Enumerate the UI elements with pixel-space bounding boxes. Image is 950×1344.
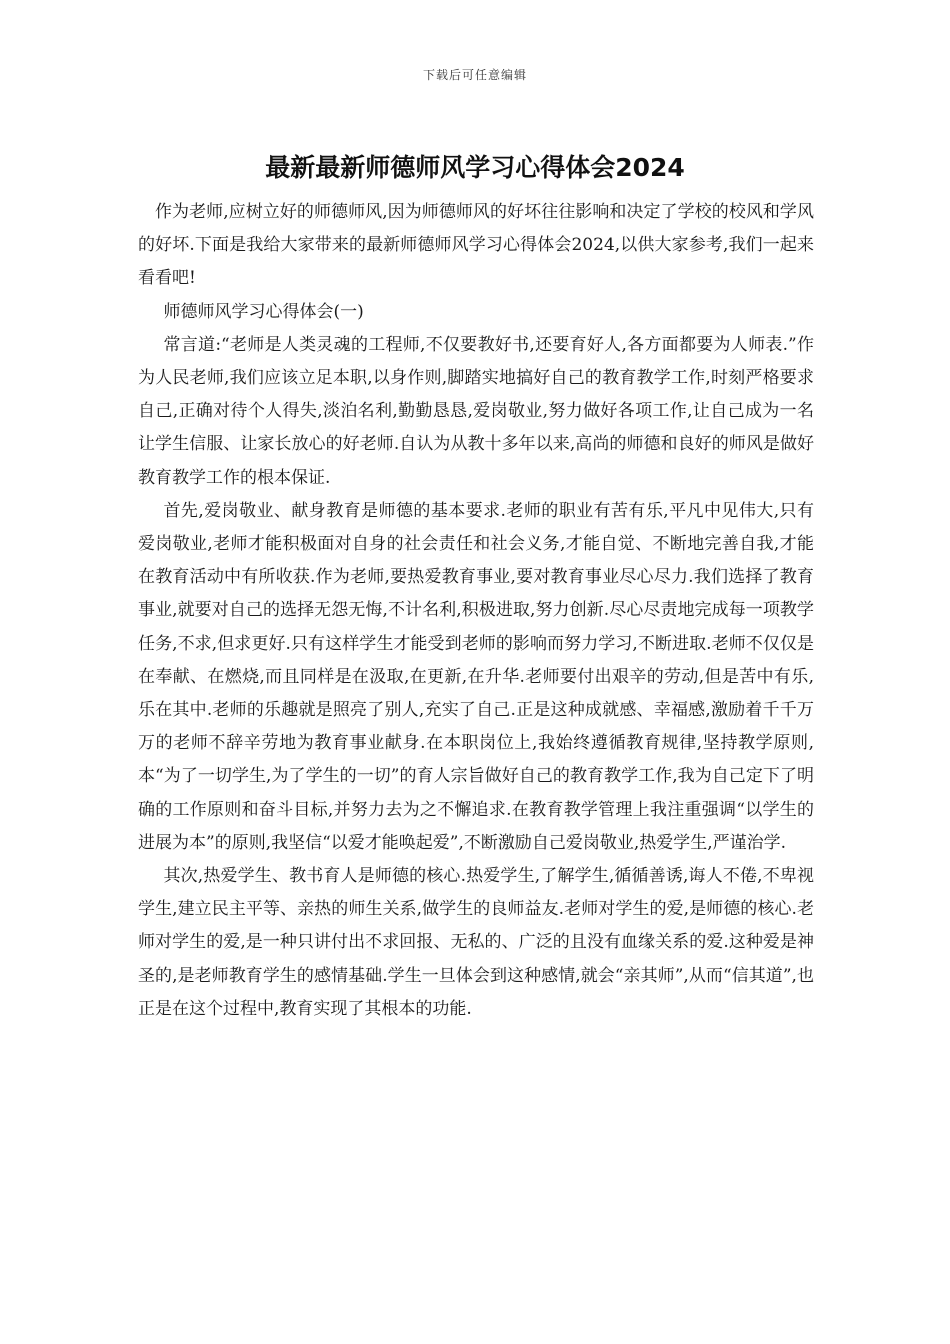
section-heading: 师德师风学习心得体会(一) [163,301,364,322]
body-paragraph: 常言道:“老师是人类灵魂的工程师,不仅要教好书,还要育好人,各方面都要为人师表.”作为人民老师,我们应该立足本职,以身作则,脚踏实地搞好自己的教育教学工作,时刻严格要求自己,正确对待个人得失,淡泊名利,勤勤恳恳,爱岗敬业,努力做好各项工作,让自己成为一名让学生信服、让家长放心的好老师.自认为从教十多年以来,高尚的师德和良好的师风是做好教育教学工作的根本保证. [138,334,814,488]
header-note: 下载后可任意编辑 [422,68,527,82]
body-paragraph: 首先,爱岗敬业、献身教育是师德的基本要求.老师的职业有苦有乐,平凡中见伟大,只有爱岗敬业,老师才能积极面对自身的社会责任和社会义务,才能自觉、不断地完善自我,才能在教育活动中有所收获.作为老师,要热爱教育事业,要对教育事业尽心尽力.我们选择了教育事业,就要对自己的选择无怨无悔,不计名利,积极进取,努力创新.尽心尽责地完成每一项教学任务,不求,但求更好.只有这样学生才能受到老师的影响而努力学习,不断进取.老师不仅仅是在奉献、在燃烧,而且同样是在汲取,在更新,在升华.老师要付出艰辛的劳动,但是苦中有乐,乐在其中.老师的乐趣就是照亮了别人,充实了自己.正是这种成就感、幸福感,激励着千千万万的老师不辞辛劳地为教育事业献身.在本职岗位上,我始终遵循教育规律,坚持教学原则,本“为了一切学生,为了学生的一切”的育人宗旨做好自己的教育教学工作,我为自己定下了明确的工作原则和奋斗目标,并努力去为之不懈追求.在教育教学管理上我注重强调“以学生的进展为本”的原则,我坚信“以爱才能唤起爱”,不断激励自己爱岗敬业,热爱学生,严谨治学. [138,500,814,853]
body-paragraph: 其次,热爱学生、教书育人是师德的核心.热爱学生,了解学生,循循善诱,诲人不倦,不卑视学生,建立民主平等、亲热的师生关系,做学生的良师益友.老师对学生的爱,是师德的核心.老师对学生的爱,是一种只讲付出不求回报、无私的、广泛的且没有血缘关系的爱.这种爱是神圣的,是老师教育学生的感情基础.学生一旦体会到这种感情,就会“亲其师”,从而“信其道”,也正是在这个过程中,教育实现了其根本的功能. [138,866,814,1019]
document-title: 最新最新师德师风学习心得体会2024 [265,153,685,182]
document-body [138,196,814,1026]
intro-paragraph: 作为老师,应树立好的师德师风,因为师德师风的好坏往往影响和决定了学校的校风和学风的好坏.下面是我给大家带来的最新师德师风学习心得体会2024,以供大家参考,我们一起来看看吧! [138,202,814,289]
